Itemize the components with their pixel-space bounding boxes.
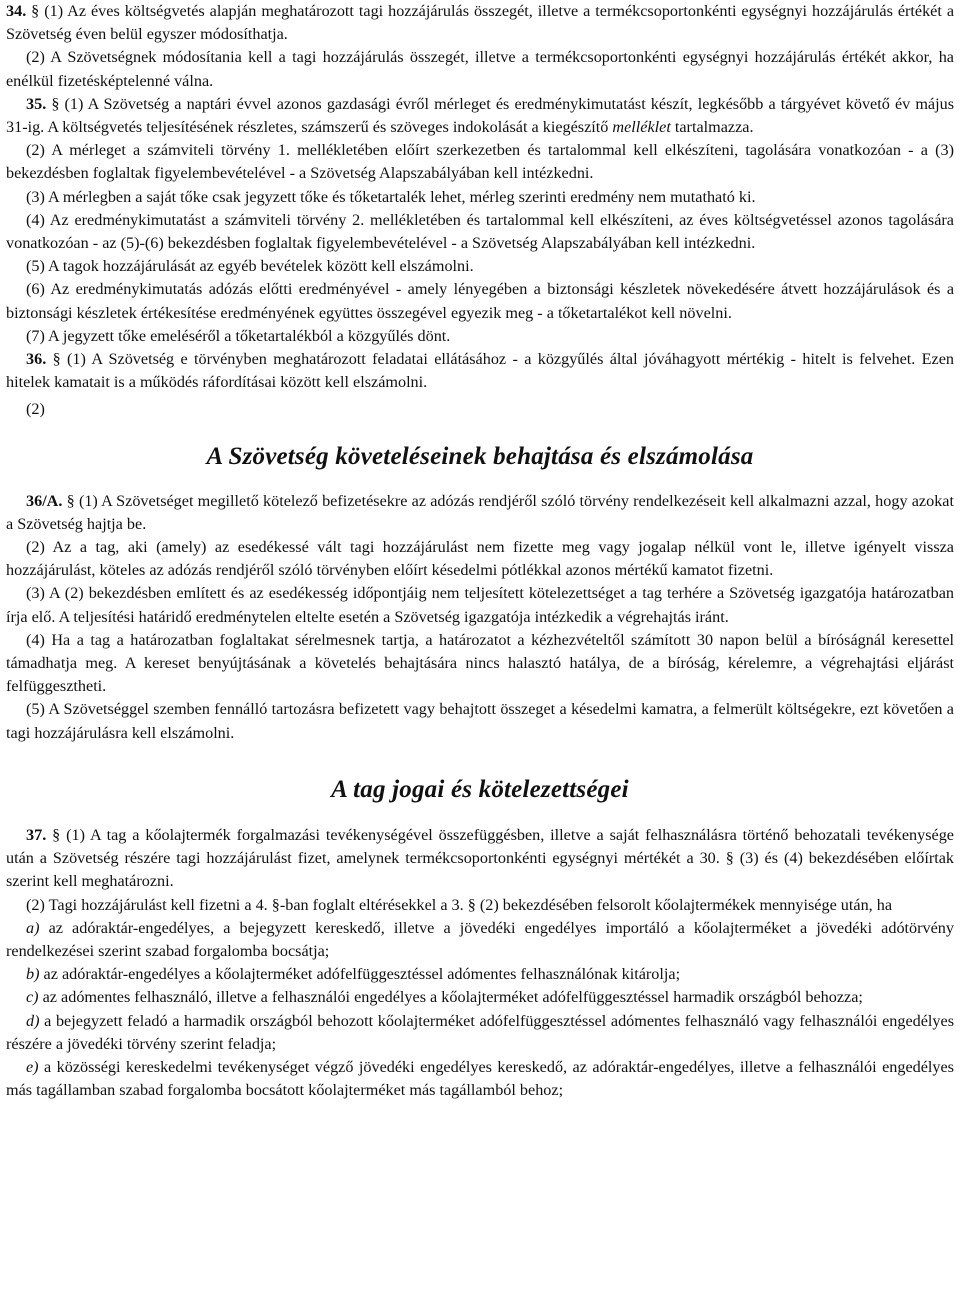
section-heading: A Szövetség követeléseinek behajtása és elszámolása (206, 442, 754, 470)
section-34-paragraph-2: (2) A Szövetségnek módosítania kell a tagi hozzájárulás összegét, illetve a termékcsoportonkénti egységnyi hozzájárulás értékét akkor, ha enélkül fizetésképtelenné válna. (6, 48, 954, 90)
section-number: 37. (26, 825, 47, 844)
list-letter: e) (26, 1057, 39, 1076)
emphasis: melléklet (612, 118, 671, 137)
section-36-paragraph-1: 36. § (1) A Szövetség e törvényben meghatározott feladatai ellátásához - a közgyűlés által jóváhagyott mértékig - hitelt is felvehet. Ezen hitelek kamatait is a működés ráfordításai között kell elszámolni. (6, 350, 954, 392)
list-letter: b) (26, 965, 40, 984)
section-heading: A tag jogai és kötelezettségei (331, 775, 629, 803)
section-35-paragraph-3: (3) A mérlegben a saját tőke csak jegyzett tőke és tőketartalék lehet, mérleg szerinti eredmény nem mutatható ki. (26, 187, 756, 206)
section-number: 34. (6, 2, 27, 20)
section-36-paragraph-2: (2) (26, 400, 45, 419)
section-number: 36. (26, 350, 47, 369)
section-35-paragraph-1: 35. § (1) A Szövetség a naptári évvel azonos gazdasági évről mérleget és eredménykimutatást készít, legkésőbb a tárgyévet követő év május 31-ig. A költségvetés teljesítésének részletes, számszerű és szöveges indokolását a kiegészítő melléklet tartalmazza. (6, 94, 954, 137)
section-35-paragraph-7: (7) A jegyzett tőke emeléséről a tőketartalékból a közgyűlés dönt. (26, 326, 451, 345)
list-letter: c) (26, 988, 39, 1007)
section-36a-paragraph-4: (4) Ha a tag a határozatban foglaltakat sérelmesnek tartja, a határozatot a kézhezvételtől számított 30 napon belül a bíróságnál keresettel támadhatja meg. A kereset benyújtásának a követelés behajtására nincs halasztó hatálya, de a bíróság, kérelemre, a végrehajtási eljárást felfüggesztheti. (6, 630, 954, 696)
list-item-c: c) az adómentes felhasználó, illetve a felhasználói engedélyes a kőolajterméket adófelfüggesztéssel harmadik országból behozza; (26, 988, 863, 1007)
list-letter: d) (26, 1011, 40, 1030)
list-item-a: a) az adóraktár-engedélyes, a bejegyzett kereskedő, illetve a jövedéki engedélyes importáló a kőolajterméket a jövedéki adótörvény rendelkezései szerint szabad forgalomba bocsátja; (6, 918, 954, 960)
list-item-e: e) a közösségi kereskedelmi tevékenységet végző jövedéki engedélyes kereskedő, az adóraktár-engedélyes, illetve a felhasználói engedélyes más tagállamban szabad forgalomba bocsátott kőolajterméket más tagállamból behoz; (6, 1057, 954, 1100)
section-35-paragraph-2: (2) A mérleget a számviteli törvény 1. mellékletében előírt szerkezetben és tartalommal kell elkészíteni, tagolására vonatkozóan - a (3) bekezdésben foglaltak figyelembevételével - a Szövetség Alapszabályában kell intézkedni. (6, 141, 954, 183)
section-35-paragraph-4: (4) Az eredménykimutatást a számviteli törvény 2. mellékletében és tartalommal kell elkészíteni, az éves költségvetéssel azonos tagolására vonatkozóan - az (5)-(6) bekezdésben foglaltak figyelembevételével - a Szövetség Alapszabályában kell intézkedni. (6, 210, 954, 253)
section-36a-paragraph-2: (2) Az a tag, aki (amely) az esedékessé vált tagi hozzájárulást nem fizette meg vagy jogalap nélkül vont le, illetve igényelt vissza hozzájárulást, köteles az adózás rendjéről szóló törvényben előírt késedelmi pótlékkal azonos mértékű kamatot fizetni. (6, 538, 954, 580)
section-number: 36/A. (26, 491, 63, 510)
section-36a-paragraph-5: (5) A Szövetséggel szemben fennálló tartozásra befizetett vagy behajtott összeget a késedelmi kamatra, a felmerült költségekre, ezt követően a tagi hozzájárulásra kell elszámolni. (6, 700, 954, 742)
section-35-paragraph-6: (6) Az eredménykimutatás adózás előtti eredményével - amely lényegében a biztonsági készletek növekedésére átvett hozzájárulások és a biztonsági készletek értékesítése eredményének együttes összegével egyezik meg - a tőketartalékot kell növelni. (6, 280, 954, 322)
section-37-paragraph-2: (2) Tagi hozzájárulást kell fizetni a 4. §-ban foglalt eltérésekkel a 3. § (2) bekezdésében felsorolt kőolajtermékek mennyisége után, ha (26, 895, 893, 914)
section-34-paragraph-1: 34. § (1) Az éves költségvetés alapján meghatározott tagi hozzájárulás összegét, illetve a termékcsoportonkénti egységnyi hozzájárulás értékét a Szövetség éven belül egyszer módosíthatja. (6, 2, 954, 44)
list-letter: a) (26, 918, 40, 937)
section-number: 35. (26, 94, 47, 113)
section-36a-paragraph-1: 36/A. § (1) A Szövetséget megillető kötelező befizetésekre az adózás rendjéről szóló törvény rendelkezéseit kell alkalmazni azzal, hogy azokat a Szövetség hajtja be. (6, 491, 954, 533)
list-item-b: b) az adóraktár-engedélyes a kőolajterméket adófelfüggesztéssel adómentes felhasználónak kitárolja; (26, 965, 681, 984)
section-35-paragraph-5: (5) A tagok hozzájárulását az egyéb bevételek között kell elszámolni. (26, 257, 474, 276)
section-37-paragraph-1: 37. § (1) A tag a kőolajtermék forgalmazási tevékenységével összefüggésben, illetve a saját felhasználásra történő behozatali tevékenysége után a Szövetség részére tagi hozzájárulást fizet, amelynek termékcsoportonkénti egységnyi mértékét a 30. § (3) és (4) bekezdésében előírtak szerint kell meghatározni. (6, 825, 954, 891)
list-item-d: d) a bejegyzett feladó a harmadik országból behozott kőolajterméket adófelfüggesztéssel adómentes felhasználó vagy felhasználói engedélyes részére a jövedéki törvény szerint feladja; (6, 1011, 954, 1053)
section-36a-paragraph-3: (3) A (2) bekezdésben említett és az esedékesség időpontjáig nem teljesített kötelezettséget a tag terhére a Szövetség igazgatója határozatban írja elő. A teljesítési határidő eredménytelen eltelte esetén a Szövetség igazgatója intézkedik a végrehajtás iránt. (6, 584, 954, 626)
